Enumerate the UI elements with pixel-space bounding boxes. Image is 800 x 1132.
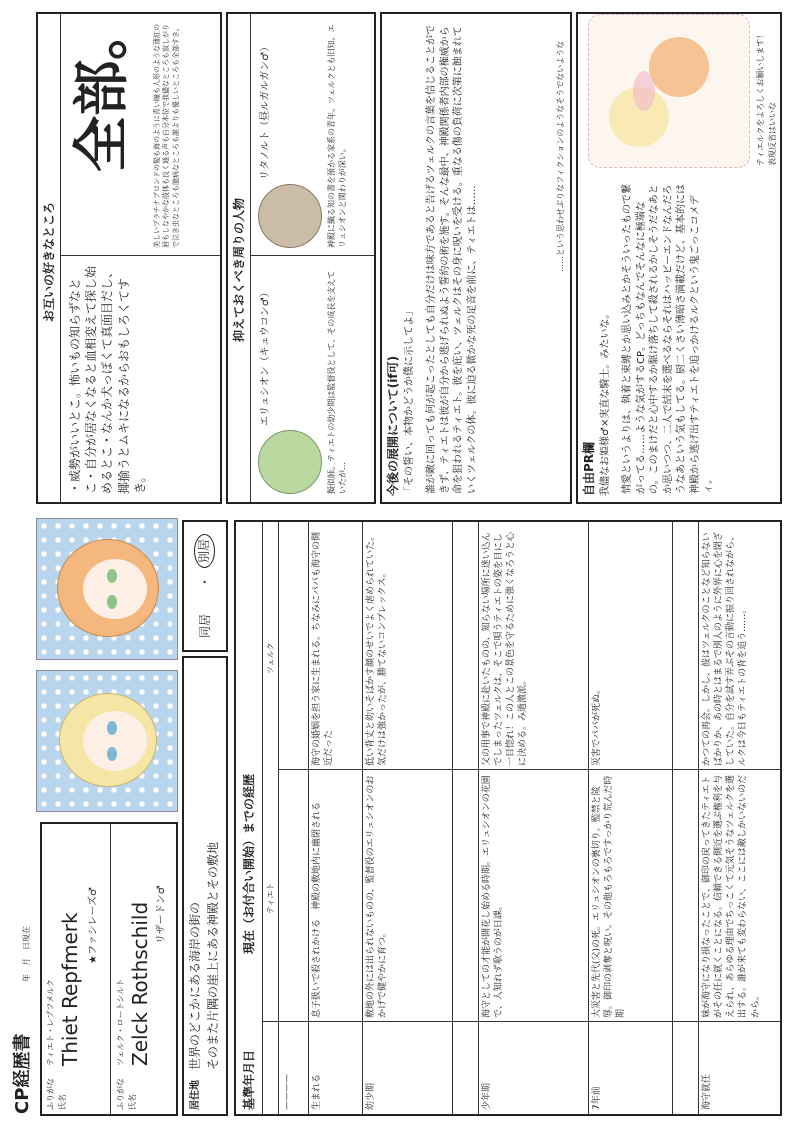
person-a-name: エリュシオン（キュウコン♂） — [260, 287, 271, 426]
name-block — [40, 822, 178, 1116]
person2-alias: リザードン♂ — [156, 885, 167, 944]
sketch-caption-2: 表現反省はいいな — [768, 102, 777, 166]
future-title: 今後の展開について(if可) — [386, 355, 400, 496]
future-quote: 「その誓い、本物かどうか僕に示してよ」 — [404, 306, 415, 496]
person1-name: Thiet Repfmerk — [58, 912, 82, 1066]
person-b-portrait — [258, 184, 322, 248]
history-row-label: 海守就任 — [702, 1073, 712, 1110]
person-a-desc: 擬似師。ティエトの幼少期は監督役として、その成長を支えていたが… — [327, 270, 347, 494]
history-row-thiet: 息子扱いで殺されかける 神殿の敷地内に幽閉される — [312, 801, 322, 1018]
name-label-1: 氏名 — [58, 1094, 67, 1110]
history-row-zelck: 海守の婚姻を担う家に生まれる。ちなみにパパも海守の側近だった — [312, 531, 335, 766]
person2-name: Zelck Rothschild — [128, 901, 152, 1066]
living-option-apart: 別居 — [194, 534, 215, 568]
person-b-desc: 神殿に織る知の書を預かる家系の青年。ツェルクとも旧知。エリュシオンと関わりが深い。 — [327, 24, 347, 248]
history-row-zelck — [278, 522, 308, 770]
resume-title: CP経歴書 — [12, 1033, 33, 1114]
person2-ruby: ツェルク・ロートシルト — [116, 978, 125, 1066]
pr-sketch — [588, 14, 750, 168]
history-row-thiet: 海守としての才能が開花し始める時期。エリュシオンの花園で、人知れず歌うのが日課。 — [482, 775, 505, 1018]
people-block — [226, 12, 376, 504]
col-b-header: ツェルク — [266, 642, 275, 674]
portrait-2-face — [83, 559, 147, 619]
history-title: 現在（お付合い開始）までの経歴 — [242, 773, 256, 954]
likes-block — [36, 4, 222, 504]
person-b-name: リタノルト（昼ルガルガン♂） — [260, 41, 271, 180]
history-row-zelck: 低い背丈と幼いそばかす顔のせいでよく虐められていた。気だけは強かったが、勝てないコンプレックス。 — [366, 531, 389, 766]
portrait-1-eye-right — [107, 721, 117, 735]
pr-title: 自由PR欄 — [582, 441, 596, 496]
person-a-portrait — [258, 430, 322, 494]
history-row-thiet — [672, 770, 698, 1022]
history-row-label: 少年期 — [482, 1082, 492, 1110]
portrait-frame-1 — [36, 670, 178, 812]
sketch-accent — [633, 71, 655, 111]
residence-line-2: そのまた片隅の崖上にある神殿とその敷地 — [206, 841, 220, 1070]
pr-sub: 我儘なお姫様♂×実直な騎士。みたいな。 — [600, 308, 611, 496]
portrait-1-face — [83, 711, 147, 771]
portrait-1-eye-left — [107, 747, 117, 761]
history-row-label: 幼少期 — [366, 1082, 376, 1110]
future-block — [380, 12, 572, 504]
history-row-label: 7年前 — [592, 1086, 602, 1110]
future-note: ……という思わせぶりなフィクションのようなそうでないような — [556, 40, 565, 272]
history-row-zelck: 父の用事で神殿に赴いたものの、知らない場所に迷い込んでしまったツェルクは、そこで唄うティエトの姿を目にし一目惚れ！この人とこの景色を守るために強くなろうと心に決める。み過激派。 — [482, 531, 529, 766]
ruby-label-1: ふりがな — [46, 1078, 55, 1110]
future-text: 誰が敵に回っても何が起こったとしても自分だけは味方であると告げるツェルクの言葉を信じることができず、ティエトは彼が自分から逃げられぬよう誓約の術を施す。そんな最中、神殿関係者内部の権威から命を狙われるティエト。彼を庇い、ツェルクはその身に呪いを受ける。重なる傷の負荷に次第に蝕まれていくツェルクの体。彼に迫る微かな死の足音を前に、ティエトは…… — [426, 25, 478, 494]
sketch-caption: ティエルクをよろしくお願いします！ — [756, 30, 765, 166]
history-row-thiet — [452, 770, 478, 1022]
history-row-thiet: 大災害と先代(父)の死。エリュシオンの裏切り。監禁と陵辱。御印の剥奪と呪い。その他もろもろですっかり荒んだ時期 — [592, 775, 627, 1018]
pr-block — [576, 12, 782, 504]
likes-a-text: ・威勢がいいとこ。怖いもの知らずなとこ・自分が居なくなると血相変えて探し始めるとこ・なんか犬っぽくて真面目だし、揶揄うとムキになるからおもしろくてすき。 — [68, 265, 147, 494]
people-title: 抑えておくべき周りの人物 — [232, 197, 246, 342]
history-row-label: 生まれる — [312, 1073, 322, 1110]
history-row-zelck: 災害でパパが死ぬ。 — [592, 684, 602, 766]
date-line: 年 月 日現在 — [22, 926, 31, 982]
history-row-zelck — [672, 522, 698, 770]
history-row-thiet: 妹が海守になり損なったことで、御印の戻ってきたティエトがその任に就くことになる。信頼できる側近を選ぶ権利を与えられ、あらゆる理由でちっこくて元気そうなツェルクを選出する。誰が来ても変わらない、ここには敵しかいないのだから。 — [702, 774, 761, 1018]
sketch-head-2 — [649, 37, 709, 97]
likes-title: お互いの好きなところ — [42, 201, 56, 322]
history-row-label — [672, 1022, 698, 1114]
residence-block — [182, 656, 228, 1116]
name-label-2: 氏名 — [128, 1094, 137, 1110]
col-a-header: ティエト — [266, 882, 275, 914]
living-option-together: 同居 — [198, 613, 212, 638]
pr-text: 情愛というよりは、執着と束縛とか思い込みとかそういったもので繋がってる……ような気がするCP。どっちもなんでそんなに極端なの。このまけだと心中するか駆け落ちして殺されるかしそうだなあとか思いつつ、二人で結末を選べるならそれはハッピーエンドなんだろうなあという気もしてる。厨二くさい薄暗さ満載だけど、基本的には神殿から逃げ出すティエトを追っかけるルクという鬼ごっこコメディ。 — [622, 184, 714, 494]
col-base-header: 基準年月日 — [242, 1049, 256, 1110]
residence-label: 居住地 — [190, 1080, 201, 1110]
living-block — [182, 520, 228, 652]
history-table — [234, 520, 782, 1116]
ruby-label-2: ふりがな — [116, 1078, 125, 1110]
residence-line-1: 世界のどこかにある海岸の街の — [188, 901, 202, 1070]
person1-alias: ★ファシレーズ♂ — [88, 887, 99, 964]
living-separator: ・ — [198, 575, 212, 588]
portrait-2-eye-left — [107, 595, 117, 609]
portrait-frame-2 — [36, 518, 178, 660]
portrait-2-eye-right — [107, 569, 117, 583]
history-row-label — [452, 1022, 478, 1114]
likes-b-big: 全部。 — [70, 4, 135, 172]
history-row-label: ———— — [282, 1074, 292, 1110]
history-row-thiet: 敷地の外には出られないものの、監督役のエリュシオンのおかげで健やかに育つ。 — [366, 775, 389, 1018]
likes-b-note: 美しいプラチナブロンドの髪も海のように青い瞳も人形のような薄紅の唇もしなやかな肢体も良く通る声も自分本位で我儘なところも寂しがりで泣き虫なところも臆病なところも誰よりも優しいところも全部すき。 — [153, 24, 180, 248]
history-row-thiet — [278, 770, 308, 1022]
history-row-zelck: かつての再会。しかし、彼はツェルクのことなど知らないばかりか、あの時とはまるで別人のように外界に心を閉ざしていた。自分を試す弄ぶその言動に振り回されながら、ルクは今日もティエトの背を追う……。 — [702, 531, 749, 766]
person1-ruby: ティエト・レプフメルク — [46, 979, 55, 1066]
history-row-zelck — [452, 522, 478, 770]
